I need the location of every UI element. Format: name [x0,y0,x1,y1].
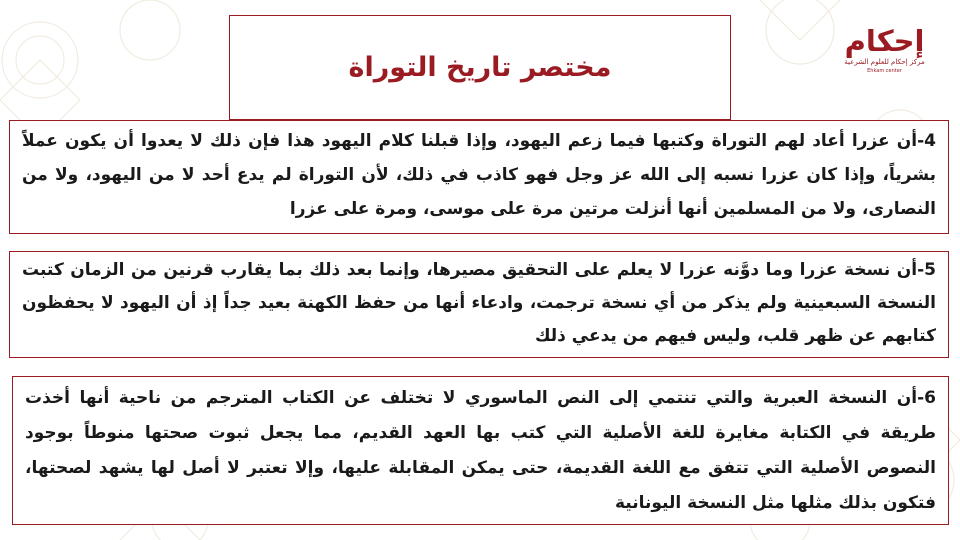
logo-tagline: Ehkam center [867,68,902,74]
slide-title: مختصر تاريخ التوراة [348,52,612,83]
paragraph-box-5 [9,251,949,358]
paragraph-4-text: 4-أن عزرا أعاد لهم التوراة وكتبها فيما زعم اليهود، وإذا قبلنا كلام اليهود هذا فإن ذلك لا يعدوا أن يكون عملاً بشرياً، وإذا كان عزرا نسبه إلى الله عز وجل فهو كاذب في ذلك، لأن التوراة لم يدع أحد لا من اليهود، ولا من النصارى، ولا من المسلمين أنها أنزلت مرتين مرة على موسى، ومرة على عزرا [22,131,936,219]
paragraph-5-text: 5-أن نسخة عزرا وما دوَّنه عزرا لا يعلم على التحقيق مصيرها، وإنما بعد ذلك بما يقارب قرنين من الزمان كتبت النسخة السبعينية ولم يذكر من أي نسخة ترجمت، وادعاء أنها من حفظ الكهنة بعيد جداً إذ أن اليهود لا يحفظون كتابهم عن ظهر قلب، وليس فيهم من يدعي ذلك [22,260,936,346]
paragraph-6-text: 6-أن النسخة العبرية والتي تنتمي إلى النص الماسوري لا تختلف عن الكتاب المترجم من ناحية أنها أخذت طريقة في الكتابة مغايرة للغة الأصلية التي كتب بها العهد القديم، مما يجعل ثبوت صحتها منوطاً بوجود النصوص الأصلية التي تتفق مع اللغة القديمة، حتى يمكن المقابلة عليها، وإلا تعتبر لا أصل لها يشهد لصحتها، فتكون بذلك مثلها مثل النسخة اليونانية [25,388,936,513]
logo [842,25,927,91]
logo-word: إحكام [844,24,925,58]
paragraph-box-4 [9,120,949,234]
logo-subtitle: مركز إحكام للعلوم الشرعية [844,58,925,66]
title-box [229,15,731,120]
paragraph-box-6 [12,376,949,525]
